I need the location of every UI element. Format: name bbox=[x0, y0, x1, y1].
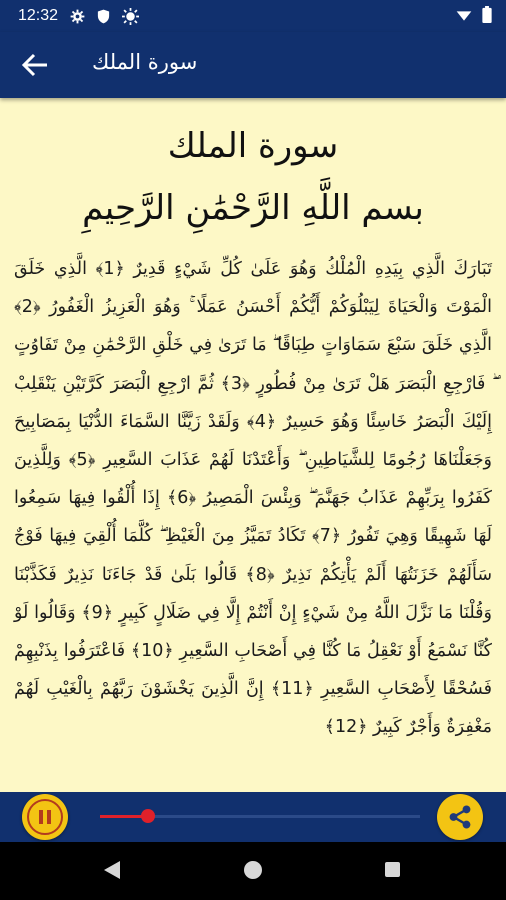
app-bar-title: سورة الملك bbox=[92, 50, 198, 74]
nav-back-icon[interactable] bbox=[103, 860, 121, 884]
share-icon bbox=[447, 804, 473, 830]
audio-player-bar bbox=[0, 792, 506, 842]
nav-home-icon[interactable] bbox=[244, 861, 262, 879]
nav-recents-icon[interactable] bbox=[385, 862, 400, 877]
basmala: بسم اللَّهِ الرَّحْمَٰنِ الرَّحِيمِ bbox=[82, 188, 424, 228]
seek-thumb[interactable] bbox=[141, 809, 155, 823]
shield-icon bbox=[97, 9, 110, 24]
share-button[interactable] bbox=[437, 794, 483, 840]
surah-content[interactable] bbox=[0, 98, 506, 792]
status-bar bbox=[0, 0, 506, 32]
surah-title: سورة الملك bbox=[167, 126, 339, 166]
system-nav-bar bbox=[0, 842, 506, 900]
ayah-text: تَبَارَكَ الَّذِي بِيَدِهِ الْمُلْكُ وَهُوَ عَلَىٰ كُلِّ شَيْءٍ قَدِيرٌ ﴿1﴾ الَّذِي خَلَقَ الْمَوْتَ وَالْحَيَاةَ لِيَبْلُوَكُمْ أَيُّكُمْ أَحْسَنُ عَمَلًا ۚ وَهُوَ الْعَزِيزُ الْغَفُورُ ﴿2﴾ الَّذِي خَلَقَ سَبْعَ سَمَاوَاتٍ طِبَاقًا ۖ مَا تَرَىٰ فِي خَلْقِ الرَّحْمَٰنِ مِنْ تَفَاوُتٍ ۖ فَارْجِعِ الْبَصَرَ هَلْ تَرَىٰ مِنْ فُطُورٍ ﴿3﴾ ثُمَّ ارْجِعِ الْبَصَرَ كَرَّتَيْنِ يَنْقَلِبْ إِلَيْكَ الْبَصَرُ خَاسِئًا وَهُوَ حَسِيرٌ ﴿4﴾ وَلَقَدْ زَيَّنَّا السَّمَاءَ الدُّنْيَا بِمَصَابِيحَ وَجَعَلْنَاهَا رُجُومًا لِلشَّيَاطِينِ ۖ وَأَعْتَدْنَا لَهُمْ عَذَابَ السَّعِيرِ ﴿5﴾ وَلِلَّذِينَ كَفَرُوا بِرَبِّهِمْ عَذَابُ جَهَنَّمَ ۖ وَبِئْسَ الْمَصِيرُ ﴿6﴾ إِذَا أُلْقُوا فِيهَا سَمِعُوا لَهَا شَهِيقًا وَهِيَ تَفُورُ ﴿7﴾ تَكَادُ تَمَيَّزُ مِنَ الْغَيْظِ ۖ كُلَّمَا أُلْقِيَ فِيهَا فَوْجٌ سَأَلَهُمْ خَزَنَتُهَا أَلَمْ يَأْتِكُمْ نَذِيرٌ ﴿8﴾ قَالُوا بَلَىٰ قَدْ جَاءَنَا نَذِيرٌ فَكَذَّبْنَا وَقُلْنَا مَا نَزَّلَ اللَّهُ مِنْ شَيْءٍ إِنْ أَنْتُمْ إِلَّا فِي ضَلَالٍ كَبِيرٍ ﴿9﴾ وَقَالُوا لَوْ كُنَّا نَسْمَعُ أَوْ نَعْقِلُ مَا كُنَّا فِي أَصْحَابِ السَّعِيرِ ﴿10﴾ فَاعْتَرَفُوا بِذَنْبِهِمْ فَسُحْقًا لِأَصْحَابِ السَّعِيرِ ﴿11﴾ إِنَّ الَّذِينَ يَخْشَوْنَ رَبَّهُمْ بِالْغَيْبِ لَهُمْ مَغْفِرَةٌ وَأَجْرٌ كَبِيرٌ ﴿12﴾ bbox=[14, 259, 493, 738]
battery-icon bbox=[482, 6, 492, 27]
pause-icon bbox=[27, 799, 63, 835]
sun-icon bbox=[122, 8, 139, 25]
app-bar bbox=[0, 32, 506, 98]
arrow-left-icon bbox=[20, 51, 50, 79]
back-button[interactable] bbox=[20, 51, 50, 79]
status-time: 12:32 bbox=[18, 7, 59, 24]
pause-button[interactable] bbox=[22, 794, 68, 840]
wifi-icon bbox=[456, 6, 472, 26]
settings-gear-icon bbox=[70, 9, 85, 24]
